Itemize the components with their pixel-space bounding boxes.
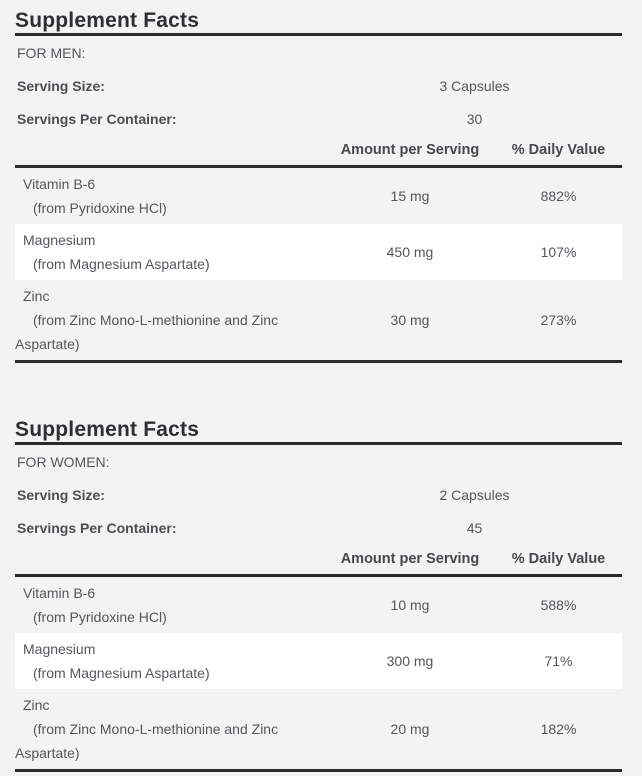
serving-size-value: 2 Capsules: [439, 486, 510, 503]
nutrient-row-vitamin-b6: [15, 168, 622, 224]
nutrient-daily-value: 107%: [540, 244, 577, 260]
nutrient-amount: 20 mg: [390, 721, 430, 737]
supplement-facts-table-women: [15, 417, 622, 772]
nutrient-daily-value: 882%: [540, 188, 577, 204]
serving-size-label: Serving Size:: [17, 486, 105, 503]
nutrient-row-zinc: [15, 280, 622, 360]
servings-per-container-value: 30: [466, 110, 483, 127]
audience-row: [15, 36, 622, 69]
servings-per-container-row: [15, 102, 622, 135]
audience-row: [15, 445, 622, 478]
servings-per-container-value: 45: [466, 519, 483, 536]
nutrient-name: Vitamin B-6: [23, 585, 96, 601]
audience-label: FOR MEN:: [17, 44, 86, 61]
serving-size-label: Serving Size:: [17, 77, 105, 94]
nutrient-amount: 15 mg: [390, 188, 430, 204]
nutrient-daily-value: 182%: [540, 721, 577, 737]
table-bottom-divider: [15, 360, 622, 363]
nutrient-daily-value: 588%: [540, 597, 577, 613]
nutrient-source: (from Pyridoxine HCl): [33, 200, 167, 216]
nutrient-source: (from Zinc Mono-L-methionine and Zinc Aspartate): [15, 312, 279, 352]
nutrient-amount: 30 mg: [390, 312, 430, 328]
nutrient-amount: 450 mg: [386, 244, 434, 260]
table-title: Supplement Facts: [15, 418, 200, 441]
nutrient-amount: 300 mg: [386, 653, 434, 669]
column-header-amount: Amount per Serving: [340, 142, 480, 158]
column-header-daily-value: % Daily Value: [511, 551, 606, 567]
nutrient-row-zinc: [15, 689, 622, 769]
nutrient-name: Vitamin B-6: [23, 176, 96, 192]
nutrient-name: Magnesium: [23, 641, 96, 657]
column-header-amount: Amount per Serving: [340, 551, 480, 567]
nutrient-name-cell: [15, 581, 325, 629]
nutrient-amount: 10 mg: [390, 597, 430, 613]
column-header-row: [15, 135, 622, 165]
nutrient-name-cell: [15, 172, 325, 220]
servings-per-container-label: Servings Per Container:: [17, 110, 177, 127]
nutrient-name-cell: [15, 228, 325, 276]
servings-per-container-row: [15, 511, 622, 544]
audience-label: FOR WOMEN:: [17, 453, 110, 470]
serving-size-value: 3 Capsules: [439, 77, 510, 94]
nutrient-name: Zinc: [23, 697, 50, 713]
supplement-facts-table-men: [15, 8, 622, 363]
nutrient-row-magnesium: [15, 224, 622, 280]
nutrient-name-cell: [15, 637, 325, 685]
table-bottom-divider: [15, 769, 622, 772]
nutrient-source: (from Zinc Mono-L-methionine and Zinc Aspartate): [15, 721, 279, 761]
serving-size-row: [15, 69, 622, 102]
serving-size-row: [15, 478, 622, 511]
nutrient-row-magnesium: [15, 633, 622, 689]
table-title: Supplement Facts: [15, 9, 200, 32]
nutrient-row-vitamin-b6: [15, 577, 622, 633]
column-header-row: [15, 544, 622, 574]
column-header-daily-value: % Daily Value: [511, 142, 606, 158]
nutrient-daily-value: 71%: [544, 653, 573, 669]
nutrient-source: (from Magnesium Aspartate): [33, 256, 210, 272]
nutrient-daily-value: 273%: [540, 312, 577, 328]
nutrient-source: (from Pyridoxine HCl): [33, 609, 167, 625]
nutrient-name: Magnesium: [23, 232, 96, 248]
nutrient-source: (from Magnesium Aspartate): [33, 665, 210, 681]
nutrient-name-cell: [15, 284, 325, 356]
nutrient-name: Zinc: [23, 288, 50, 304]
servings-per-container-label: Servings Per Container:: [17, 519, 177, 536]
nutrient-name-cell: [15, 693, 325, 765]
